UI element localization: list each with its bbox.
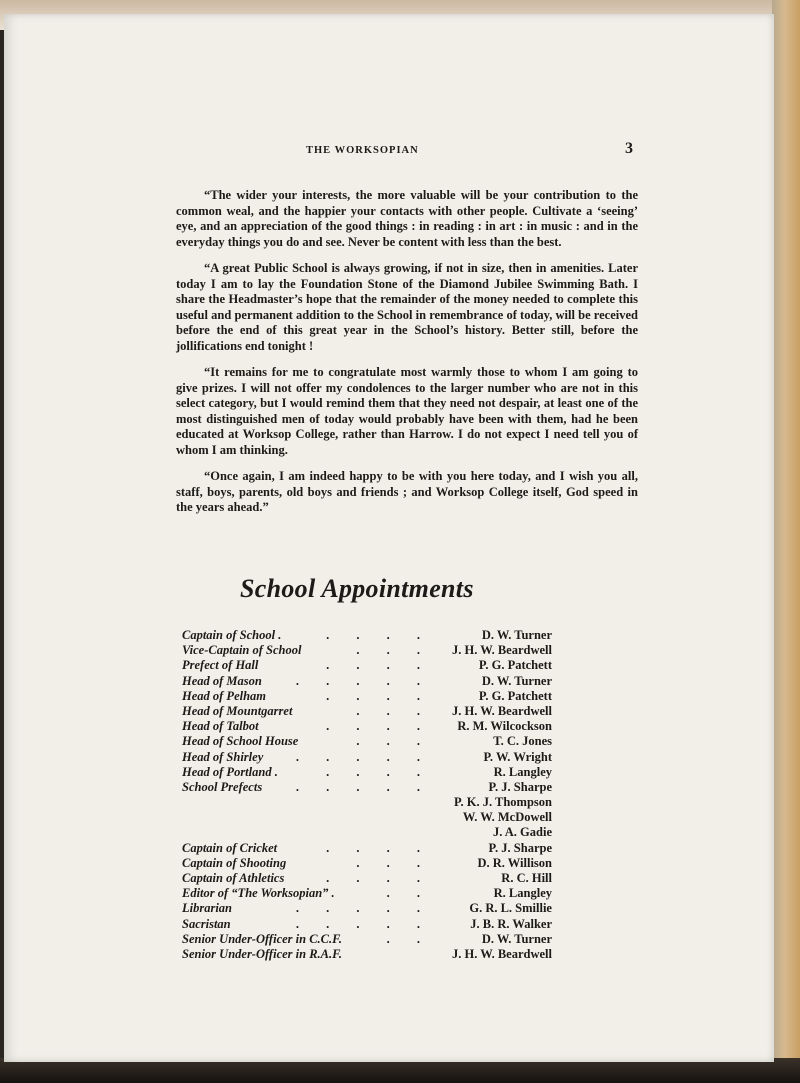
appointment-row [182,856,562,871]
leader-dots: . . . [356,734,432,749]
appointment-role: Head of School House [182,734,299,749]
appointment-row [182,643,562,658]
leader-dots: . . . . . [295,779,432,794]
leader-dots: . . . . [326,688,432,703]
appointment-role: Captain of Athletics [182,871,285,885]
leader-dots: . . . . [326,871,432,885]
appointment-role: Captain of Shooting [182,855,287,870]
appointment-row [182,780,562,795]
appointment-role: Editor of “The Worksopian” . [182,886,335,901]
leader-dots: . . [386,886,432,901]
appointment-role: School Prefects [182,779,263,794]
appointment-role: Senior Under-Officer in C.C.F. [182,931,342,946]
appointment-role: Librarian [182,901,233,916]
leader-dots: . . . . . [295,901,432,916]
leader-dots: . . . . . [295,916,432,931]
appointment-row [182,689,562,704]
appointment-holder: W. W. McDowell [462,810,552,825]
appointment-row [182,795,562,810]
appointment-row [182,658,562,673]
appointment-holder: R. M. Wilcockson [457,719,552,734]
appointment-holder: J. A. Gadie [492,825,552,840]
leader-dots: . . . . [326,658,432,673]
appointment-role: Head of Shirley [182,749,264,764]
appointment-holder: D. W. Turner [481,673,552,688]
appointment-row [182,704,562,719]
leader-dots: . . . . [326,628,432,642]
appointment-role: Sacristan [182,916,231,931]
appointment-holder: R. Langley [493,886,552,901]
appointment-holder: P. J. Sharpe [488,779,552,794]
appointment-row [182,932,562,947]
leader-dots: . . . . [326,840,432,855]
appointment-row [182,750,562,765]
appointment-role: Vice-Captain of School [182,643,302,658]
appointment-row [182,871,562,886]
appointment-role: Captain of School . [182,628,282,642]
appointment-holder: J. B. R. Walker [470,916,552,931]
appointment-row [182,734,562,749]
appointment-role: Head of Mountgarret [182,703,293,718]
appointment-row [182,901,562,916]
appointment-holder: R. Langley [493,764,552,779]
appointment-role: Senior Under-Officer in R.A.F. [182,946,342,961]
leader-dots: . . . . . [295,749,432,764]
appointment-role: Captain of Cricket [182,840,278,855]
appointment-holder: J. H. W. Beardwell [451,946,552,961]
document-page [4,14,774,1062]
appointment-holder: P. W. Wright [483,749,552,764]
appointment-holder: D. W. Turner [481,931,552,946]
appointment-row [182,825,562,840]
appointment-row [182,841,562,856]
page-right-edge [772,0,800,1083]
leader-dots: . . . [356,643,432,658]
appointment-row [182,810,562,825]
appointment-role: Head of Mason [182,673,262,688]
appointment-row [182,917,562,932]
appointment-holder: J. H. W. Beardwell [451,703,552,718]
paragraph: “A great Public School is always growing, if not in size, then in amenities. Later today I am to lay the Foundation Stone of the Diamond Jubilee Swimming Bath. I share the Headmaster’s hope that the remainder of the money needed to complete this useful and permanent addition to the School in remembrance of today, will be received before the end of this great year in the School’s history. Better still, before the jollifications end tonight ! [176,261,638,353]
appointment-role: Head of Talbot [182,719,259,734]
section-title: School Appointments [240,574,474,603]
appointment-row [182,765,562,780]
appointment-row [182,947,562,962]
appointment-holder: D. W. Turner [481,628,552,642]
appointment-holder: R. C. Hill [501,871,552,885]
leader-dots: . . . . . [295,673,432,688]
appointment-row [182,674,562,689]
page-number: 3 [625,140,633,157]
speech-text [176,188,638,527]
appointment-row [182,886,562,901]
appointment-role: Prefect of Hall [182,658,259,673]
appointment-holder: P. G. Patchett [478,688,552,703]
appointment-holder: T. C. Jones [493,734,552,749]
appointment-holder: P. G. Patchett [478,658,552,673]
appointment-holder: J. H. W. Beardwell [451,643,552,658]
leader-dots: . . . . [326,764,432,779]
paragraph: “Once again, I am indeed happy to be with you here today, and I wish you all, staff, boys, parents, old boys and friends ; and Worksop College itself, God speed in the years ahead.” [176,469,638,514]
leader-dots: . . . . [326,719,432,734]
leader-dots: . . . [356,855,432,870]
paragraph: “It remains for me to congratulate most warmly those to whom I am going to give prizes. I will not offer my condolences to the larger number who are not in this select category, but I would remind them that they need not despair, at least one of the most distinguished men of today would probably have been with them, had he been educated at Worksop College, rather than Harrow. I do not expect I need tell you of whom I am thinking. [176,365,638,457]
appointment-role: Head of Pelham [182,688,267,703]
running-head: THE WORKSOPIAN [306,145,419,156]
appointments-list [182,628,562,962]
appointment-row [182,628,562,643]
appointment-holder: P. K. J. Thompson [454,795,552,810]
leader-dots: . . [386,931,432,946]
appointment-row [182,719,562,734]
appointment-holder: P. J. Sharpe [488,840,552,855]
paragraph: “The wider your interests, the more valuable will be your contribution to the common weal, and the happier your contacts with other people. Cultivate a ‘seeing’ eye, and an appreciation of the good things : in reading : in art : in music : and in the everyday things you do and see. Never be content with less than the best. [176,188,638,249]
appointment-role: Head of Portland . [182,764,278,779]
appointment-holder: G. R. L. Smillie [469,901,552,916]
appointment-holder: D. R. Willison [477,855,552,870]
leader-dots: . . . [356,703,432,718]
